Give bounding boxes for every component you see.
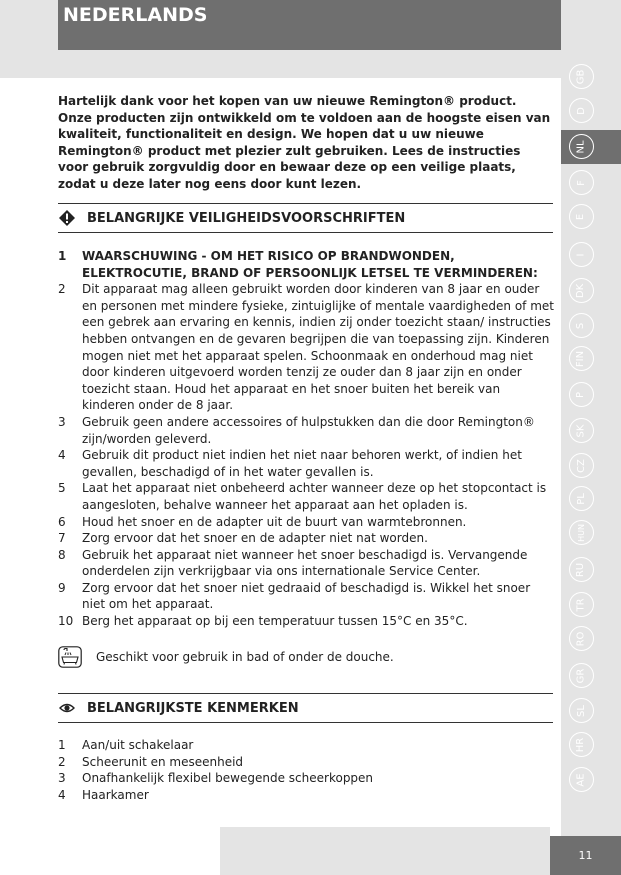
- footer-band: [220, 827, 550, 875]
- language-header: [58, 0, 561, 50]
- page-number-box: [550, 836, 621, 875]
- lang-tab-tr[interactable]: TR: [569, 592, 594, 617]
- lang-tab-e[interactable]: E: [569, 204, 594, 229]
- lang-tab-sk[interactable]: SK: [569, 418, 594, 443]
- lang-tab-nl[interactable]: NL: [569, 134, 594, 159]
- features-list: [58, 737, 554, 803]
- bath-note: [58, 646, 394, 668]
- warning-icon: [59, 210, 75, 226]
- safety-heading: [58, 203, 553, 233]
- bath-note-text: Geschikt voor gebruik in bad of onder de douche.: [96, 650, 394, 664]
- lang-tab-sl[interactable]: SL: [569, 698, 594, 723]
- list-item: 2 Scheerunit en meseenheid: [58, 754, 244, 769]
- lang-tab-ae[interactable]: AE: [569, 767, 594, 792]
- page-number: 11: [578, 849, 593, 862]
- safety-heading-text: BELANGRIJKE VEILIGHEIDSVOORSCHRIFTEN: [87, 210, 406, 226]
- lang-tab-hr[interactable]: HR: [569, 732, 594, 757]
- list-item: 7 Zorg ervoor dat het snoer en de adapter niet nat worden.: [58, 531, 428, 546]
- lang-tab-gr[interactable]: GR: [569, 663, 594, 688]
- lang-tab-pl[interactable]: PL: [569, 486, 594, 511]
- list-item: 4 Gebruik dit product niet indien het niet naar behoren werkt, of indien het gevallen, beschadigd of in het water gevallen is.: [58, 448, 522, 479]
- lang-tab-s[interactable]: S: [569, 313, 594, 338]
- lang-tab-ru[interactable]: RU: [569, 557, 594, 582]
- list-item: 1 WAARSCHUWING - OM HET RISICO OP BRANDWONDEN, ELEKTROCUTIE, BRAND OF PERSOONLIJK LETSEL TE VERMINDEREN:: [58, 249, 538, 280]
- bath-shower-icon: [58, 646, 82, 668]
- features-heading-text: BELANGRIJKSTE KENMERKEN: [87, 700, 299, 716]
- list-item: 2 Dit apparaat mag alleen gebruikt worden door kinderen van 8 jaar en ouder en personen met mindere fysieke, zintuiglijke of mentale vaardigheden of met een gebrek aan ervaring en kennis, indien zij onder toezicht staan/ instructies hebben ontvangen en de gevaren begrijpen die van toepassing zijn. Kinderen mogen niet met het apparaat spelen. Schoonmaak en onderhoud mag niet door kinderen uitgevoerd worden tenzij ze ouder dan 8 jaar zijn en onder toezicht staan. Houd het apparaat en het snoer buiten het bereik van kinderen onder de 8 jaar.: [58, 282, 554, 413]
- lang-tab-fin[interactable]: FIN: [569, 346, 594, 371]
- list-item: 5 Laat het apparaat niet onbeheerd achter wanneer deze op het stopcontact is aangesloten, behalve wanneer het apparaat aan het opladen is.: [58, 481, 547, 512]
- list-item: 4 Haarkamer: [58, 787, 149, 802]
- lang-tab-d[interactable]: D: [569, 98, 594, 123]
- lang-tab-gb[interactable]: GB: [569, 64, 594, 89]
- lang-tab-i[interactable]: I: [569, 242, 594, 267]
- lang-tab-ro[interactable]: RO: [569, 626, 594, 651]
- list-item: 6 Houd het snoer en de adapter uit de buurt van warmtebronnen.: [58, 514, 467, 529]
- list-item: 3 Onafhankelijk flexibel bewegende scheerkoppen: [58, 771, 374, 786]
- list-item: 1 Aan/uit schakelaar: [58, 738, 194, 752]
- intro-paragraph: Hartelijk dank voor het kopen van uw nieuwe Remington® product. Onze producten zijn ontwikkeld om te voldoen aan de hoogste eisen van kwaliteit, functionaliteit en design. We hopen dat u uw nieuwe Remington® product met plezier zult gebruiken. Lees de instructies voor gebruik zorgvuldig door en bewaar deze op een veilige plaats, zodat u deze later nog eens door kunt lezen.: [58, 94, 551, 191]
- lang-tab-p[interactable]: P: [569, 382, 594, 407]
- features-heading: [58, 693, 553, 723]
- safety-list: [58, 248, 554, 630]
- lang-tab-f[interactable]: F: [569, 170, 594, 195]
- list-item: 10 Berg het apparaat op bij een temperatuur tussen 15°C en 35°C.: [58, 614, 468, 629]
- list-item: 3 Gebruik geen andere accessoires of hulpstukken dan die door Remington® zijn/worden geleverd.: [58, 414, 535, 446]
- list-item: 9 Zorg ervoor dat het snoer niet gedraaid of beschadigd is. Wikkel het snoer niet om het apparaat.: [58, 580, 531, 612]
- lang-tab-cz[interactable]: CZ: [569, 453, 594, 478]
- eye-icon: [59, 700, 75, 716]
- list-item: 8 Gebruik het apparaat niet wanneer het snoer beschadigd is. Vervangende onderdelen zijn verkrijgbaar via ons internationale Service Center.: [58, 547, 528, 579]
- language-title: NEDERLANDS: [63, 4, 208, 26]
- lang-tab-dk[interactable]: DK: [569, 278, 594, 303]
- lang-tab-hun[interactable]: HUN: [569, 520, 594, 545]
